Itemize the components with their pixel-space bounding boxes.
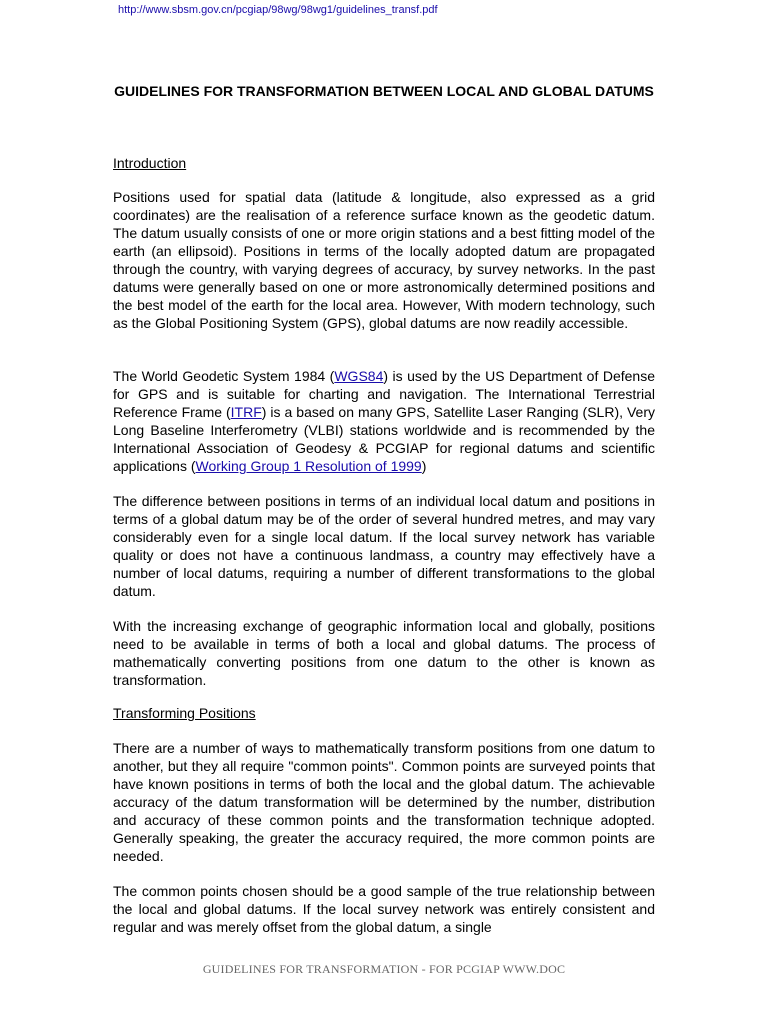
source-url-link[interactable]: http://www.sbsm.gov.cn/pcgiap/98wg/98wg1/guidelines_transf.pdf [118,4,438,16]
section-heading-introduction: Introduction [113,155,187,171]
paragraph-text: The World Geodetic System 1984 ( [113,368,335,384]
paragraph-intro-1: Positions used for spatial data (latitude & longitude, also expressed as a grid coordinates) are the realisation of a reference surface known as the geodetic datum. The datum usually consists of one or more origin stations and a best fitting model of the earth (an ellipsoid). Positions in terms of the locally adopted datum are propagated through the country, with varying degrees of accuracy, by survey networks. In the past datums were generally based on one or more astronomically determined positions and the best model of the earth for the local area. However, With modern technology, such as the Global Positioning System (GPS), global datums are now readily accessible. [113,189,655,331]
paragraph-intro-2 [113,367,655,475]
paragraph-text: ) is used by the US Department of Defense for GPS and is suitable for charting and navigation. The International Terrestrial Reference Frame ( [113,368,655,420]
paragraph-text: ) [421,458,427,474]
working-group-resolution-link[interactable]: Working Group 1 Resolution of 1999 [195,458,422,474]
document-title: GUIDELINES FOR TRANSFORMATION BETWEEN LOCAL AND GLOBAL DATUMS [114,83,654,99]
paragraph-intro-4: With the increasing exchange of geographic information local and globally, positions need to be available in terms of both a local and global datums. The process of mathematically converting positions from one datum to the other is known as transformation. [113,618,655,688]
paragraph-transforming-2: The common points chosen should be a good sample of the true relationship between the local and global datums. If the local survey network was entirely consistent and regular and was merely offset from the global datum, a single [113,883,655,935]
page-footer: GUIDELINES FOR TRANSFORMATION - FOR PCGIAP WWW.DOC [202,962,566,976]
paragraph-text: ) is a based on many GPS, Satellite Laser Ranging (SLR), Very Long Baseline Interferometry (VLBI) stations worldwide and is recommended by the International Association of Geodesy & PCGIAP for regional datums and scientific applications ( [113,404,655,474]
section-heading-transforming-positions: Transforming Positions [113,705,256,721]
itrf-link[interactable]: ITRF [230,404,262,420]
wgs84-link[interactable]: WGS84 [334,368,384,384]
paragraph-intro-3: The difference between positions in terms of an individual local datum and positions in terms of a global datum may be of the order of several hundred metres, and may vary considerably even for a single local datum. If the local survey network has variable quality or does not have a continuous landmass, a country may effectively have a number of local datums, requiring a number of different transformations to the global datum. [113,493,655,599]
paragraph-transforming-1: There are a number of ways to mathematically transform positions from one datum to another, but they all require "common points". Common points are surveyed points that have known positions in terms of both the local and the global datum. The achievable accuracy of the datum transformation will be determined by the number, distribution and accuracy of these common points and the transformation technique adopted. Generally speaking, the greater the accuracy required, the more common points are needed. [113,740,655,864]
